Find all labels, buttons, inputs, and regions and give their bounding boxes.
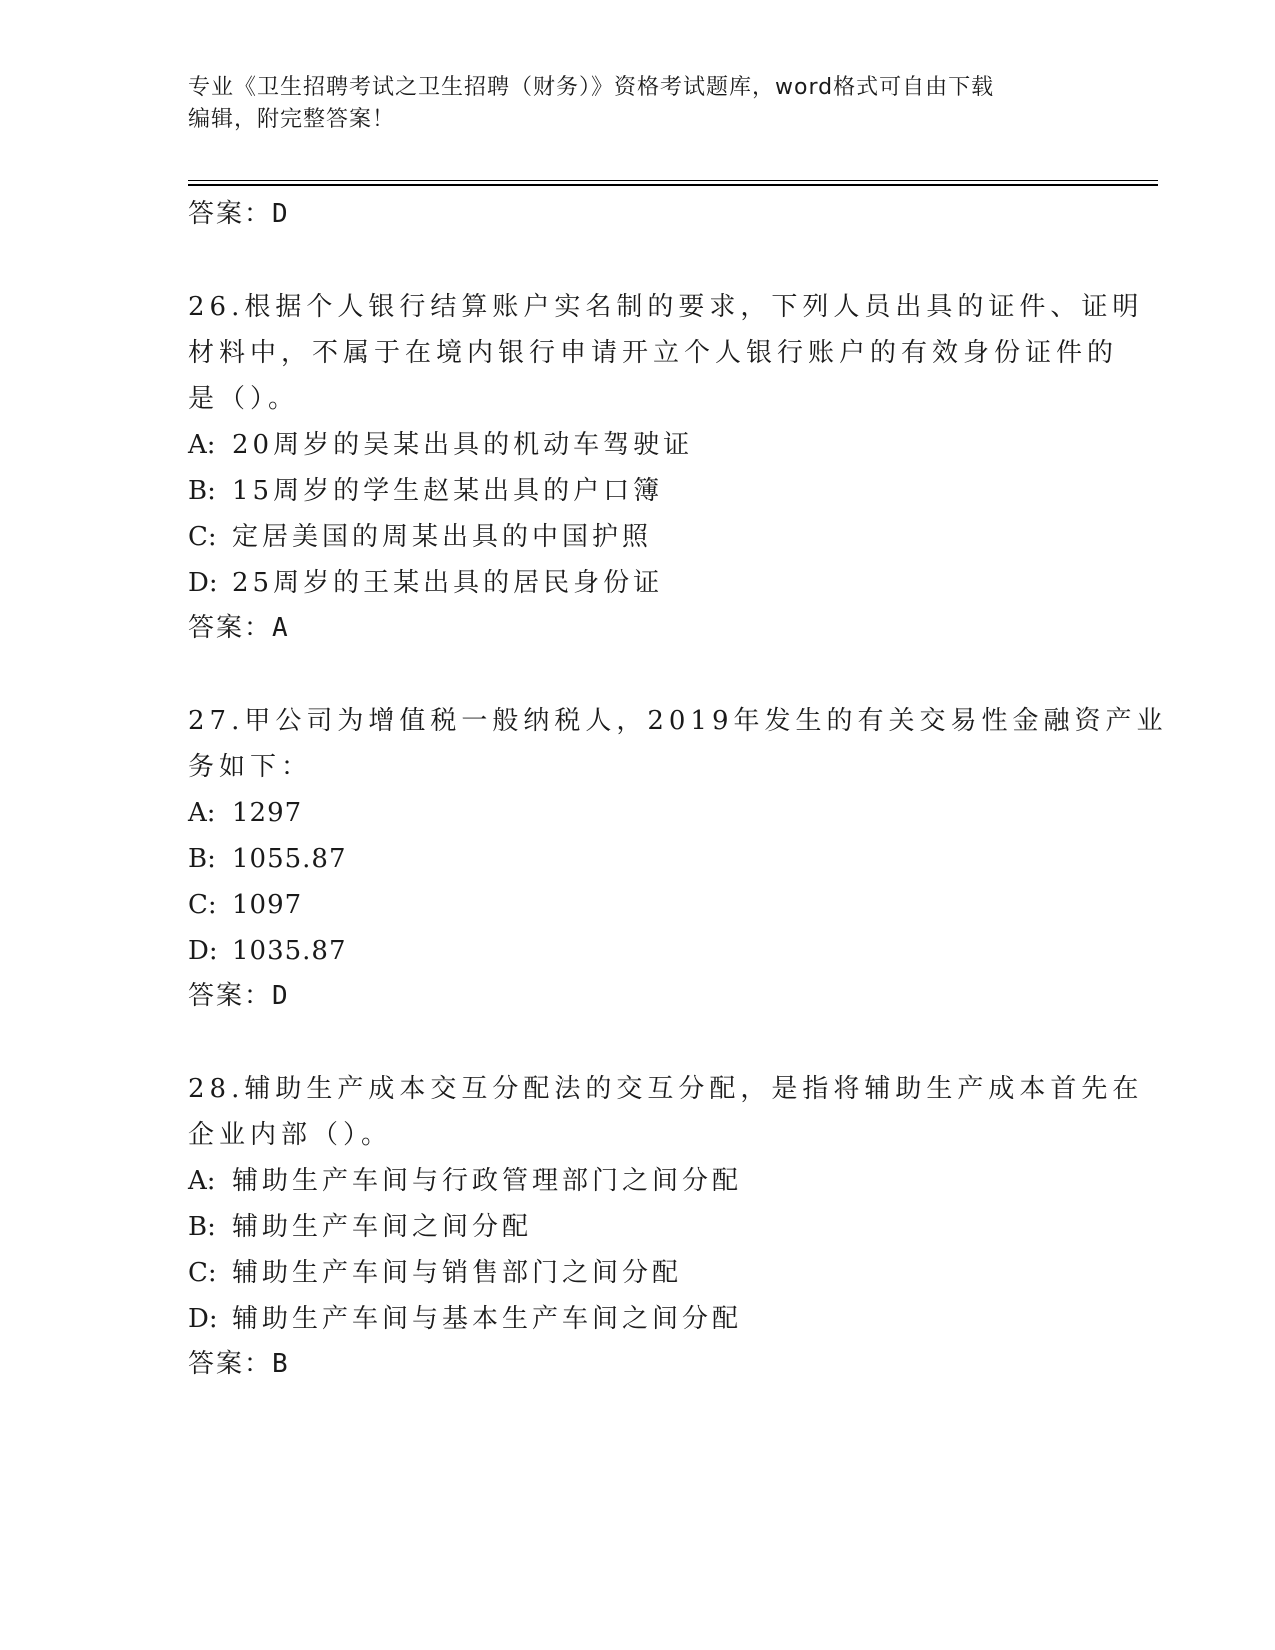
option-text: 辅助生产车间与基本生产车间之间分配 [232, 1304, 743, 1334]
option-letter: D: [188, 1304, 218, 1334]
option-text: 1297 [232, 798, 303, 828]
option-letter: D: [188, 568, 218, 598]
question-stem-line: 28.辅助生产成本交互分配法的交互分配，是指将辅助生产成本首先在 [188, 1074, 1144, 1104]
question-27 [188, 698, 1168, 1018]
answer-label: 答案： [188, 981, 273, 1011]
option-c [188, 514, 1088, 560]
option-a [188, 1158, 1088, 1204]
option-letter: A: [188, 798, 216, 828]
option-text: 辅助生产车间之间分配 [232, 1212, 533, 1242]
answer-label: 答案： [188, 1349, 273, 1379]
option-text: 定居美国的周某出具的中国护照 [232, 522, 653, 552]
question-answer [188, 1342, 1088, 1386]
previous-answer [188, 192, 1088, 236]
question-stem-line: 企业内部（）。 [188, 1120, 393, 1150]
option-letter: D: [188, 936, 218, 966]
question-28 [188, 1066, 1144, 1386]
option-text: 1055.87 [232, 844, 347, 874]
option-letter: B: [188, 1212, 216, 1242]
option-text: 辅助生产车间与行政管理部门之间分配 [232, 1166, 743, 1196]
question-26 [188, 284, 1144, 650]
option-a [188, 790, 1088, 836]
header-divider-thick [188, 184, 1158, 186]
option-c [188, 1250, 1088, 1296]
option-b [188, 1204, 1088, 1250]
answer-value: D [272, 199, 289, 229]
option-letter: B: [188, 476, 216, 506]
option-letter: C: [188, 890, 217, 920]
option-d [188, 560, 1088, 606]
option-letter: C: [188, 1258, 217, 1288]
question-stem-line: 是（）。 [188, 384, 300, 414]
answer-value: A [272, 613, 289, 643]
option-b [188, 836, 1088, 882]
document-body [188, 192, 1168, 1386]
answer-label: 答案： [188, 613, 273, 643]
option-text: 1035.87 [232, 936, 347, 966]
answer-label: 答案： [188, 199, 273, 229]
document-header [188, 72, 1088, 136]
option-text: 15周岁的学生赵某出具的户口簿 [232, 476, 664, 506]
option-text: 20周岁的吴某出具的机动车驾驶证 [232, 430, 694, 460]
option-letter: A: [188, 1166, 216, 1196]
option-text: 1097 [232, 890, 303, 920]
option-text: 25周岁的王某出具的居民身份证 [232, 568, 664, 598]
header-line-1: 专业《卫生招聘考试之卫生招聘（财务）》资格考试题库，word格式可自由下载 [188, 75, 995, 100]
option-letter: B: [188, 844, 216, 874]
question-stem-line: 务如下： [188, 752, 313, 782]
question-stem-line: 26.根据个人银行结算账户实名制的要求，下列人员出具的证件、证明 [188, 292, 1144, 322]
option-b [188, 468, 1088, 514]
header-line-2: 编辑，附完整答案！ [188, 107, 396, 132]
option-d [188, 1296, 1088, 1342]
question-answer [188, 606, 1088, 650]
option-letter: A: [188, 430, 216, 460]
question-stem-line: 材料中，不属于在境内银行申请开立个人银行账户的有效身份证件的 [188, 338, 1119, 368]
option-text: 辅助生产车间与销售部门之间分配 [232, 1258, 683, 1288]
option-letter: C: [188, 522, 217, 552]
question-answer [188, 974, 1088, 1018]
question-stem-line: 27.甲公司为增值税一般纳税人，2019年发生的有关交易性金融资产业 [188, 706, 1168, 736]
header-divider-thin [188, 180, 1158, 181]
option-c [188, 882, 1088, 928]
option-d [188, 928, 1088, 974]
option-a [188, 422, 1088, 468]
answer-value: D [272, 981, 289, 1011]
answer-value: B [272, 1349, 289, 1379]
